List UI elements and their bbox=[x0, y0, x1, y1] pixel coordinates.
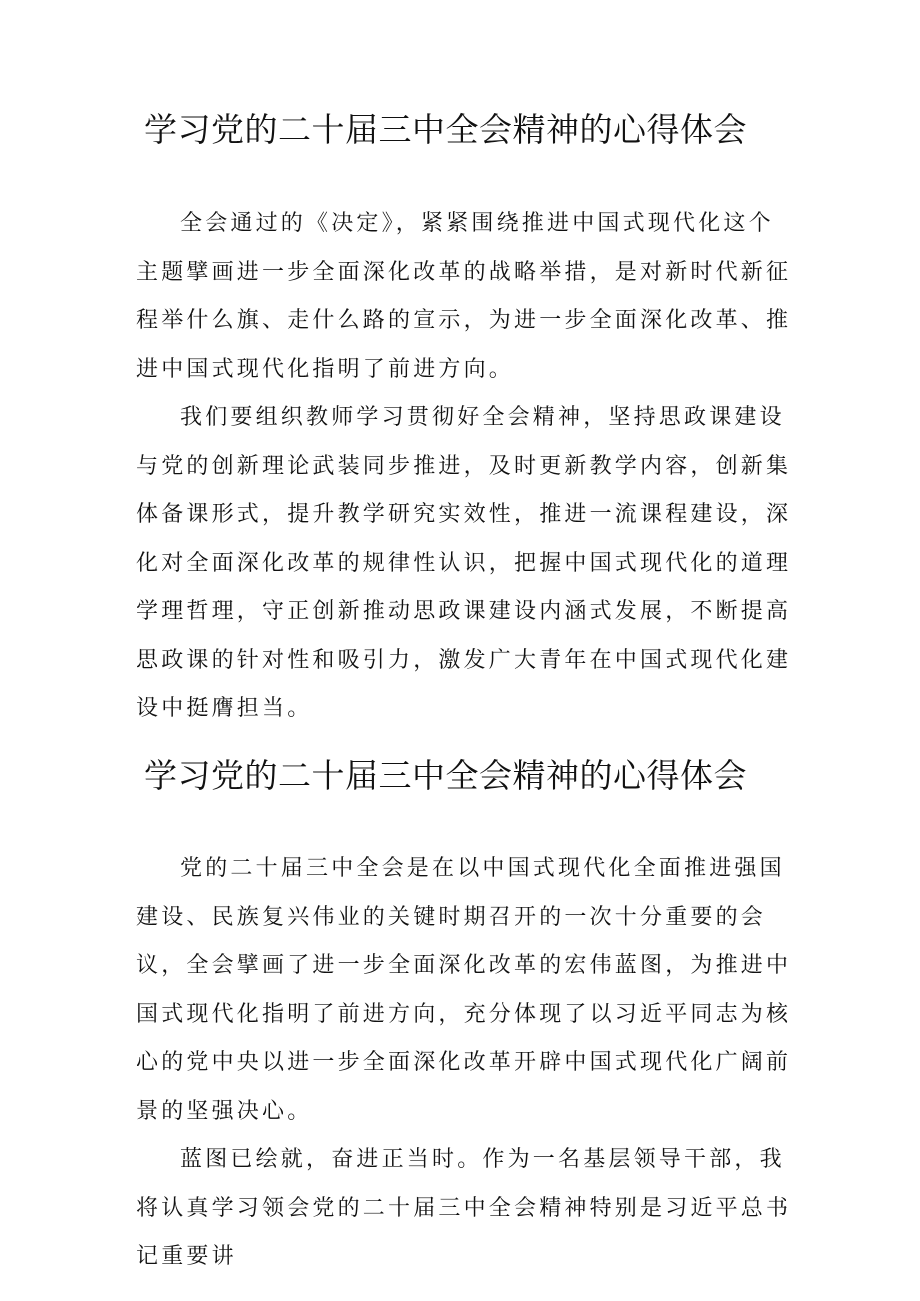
section-title: 学习党的二十届三中全会精神的心得体会 bbox=[144, 110, 747, 149]
article-section-2 bbox=[136, 752, 796, 1282]
paragraph: 党的二十届三中全会是在以中国式现代化全面推进强国建设、民族复兴伟业的关键时期召开的一次十分重要的会议，全会擘画了进一步全面深化改革的宏伟蓝图，为推进中国式现代化指明了前进方向，充分体现了以习近平同志为核心的党中央以进一步全面深化改革开辟中国式现代化广阔前景的坚强决心。 bbox=[136, 856, 792, 1124]
paragraph: 全会通过的《决定》，紧紧围绕推进中国式现代化这个主题擘画进一步全面深化改革的战略举措，是对新时代新征程举什么旗、走什么路的宣示，为进一步全面深化改革、推进中国式现代化指明了前进方向。 bbox=[136, 211, 792, 382]
paragraph: 蓝图已绘就，奋进正当时。作为一名基层领导干部，我将认真学习领会党的二十届三中全会精神特别是习近平总书记重要讲 bbox=[136, 1147, 792, 1269]
paragraph: 我们要组织教师学习贯彻好全会精神，坚持思政课建设与党的创新理论武装同步推进，及时更新教学内容，创新集体备课形式，提升教学研究实效性，推进一流课程建设，深化对全面深化改革的规律性认识，把握中国式现代化的道理学理哲理，守正创新推动思政课建设内涵式发展，不断提高思政课的针对性和吸引力，激发广大青年在中国式现代化建设中挺膺担当。 bbox=[136, 405, 792, 721]
article-section-1 bbox=[136, 106, 796, 734]
section-title: 学习党的二十届三中全会精神的心得体会 bbox=[144, 756, 747, 795]
